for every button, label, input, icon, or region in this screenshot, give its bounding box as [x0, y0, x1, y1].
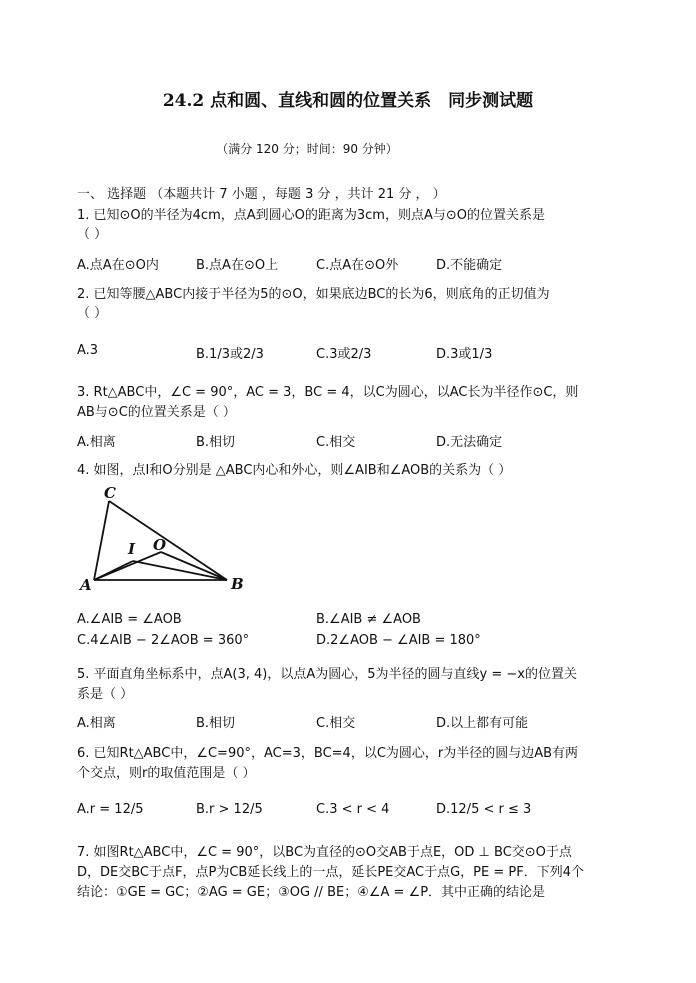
question-4-option-a[interactable]: A.∠AIB = ∠AOB — [77, 612, 182, 627]
triangle-edge-ca — [94, 501, 109, 580]
question-3-option-d[interactable]: D.无法确定 — [436, 435, 503, 450]
question-7-line-3: 结论：①GE = GC；②AG = GE；③OG // BE；④∠A = ∠P．其中正确的结论是 — [77, 885, 546, 900]
incenter-i-label: I — [128, 540, 136, 558]
question-1-option-a[interactable]: A.点A在⊙O内 — [77, 258, 159, 273]
question-6-option-a[interactable]: A.r = 12/5 — [77, 802, 144, 817]
question-7-line-1: 7. 如图Rt△ABC中，∠C = 90°，以BC为直径的⊙O交AB于点E，OD ⊥ BC交⊙O于点 — [77, 845, 572, 860]
triangle-diagram — [76, 484, 246, 594]
question-2-option-a[interactable]: A.3 — [77, 343, 99, 358]
question-6-option-d[interactable]: D.12/5 < r ≤ 3 — [436, 802, 532, 817]
question-5-option-c[interactable]: C.相交 — [316, 716, 356, 731]
question-2-line-2: （ ） — [77, 306, 108, 321]
segment-ob — [161, 552, 227, 580]
question-2-option-d[interactable]: D.3或1/3 — [436, 347, 493, 362]
circumcenter-o-label: O — [153, 536, 167, 554]
page-title: 24.2 点和圆、直线和圆的位置关系 同步测试题 — [162, 91, 534, 111]
question-6-option-b[interactable]: B.r > 12/5 — [196, 802, 263, 817]
question-5-option-b[interactable]: B.相切 — [196, 716, 236, 731]
question-5-option-d[interactable]: D.以上都有可能 — [436, 716, 529, 731]
question-3-option-a[interactable]: A.相离 — [77, 435, 116, 450]
exam-info: （满分 120 分；时间：90 分钟） — [216, 142, 398, 156]
question-4-option-d[interactable]: D.2∠AOB − ∠AIB = 180° — [316, 633, 481, 648]
question-6-line-1: 6. 已知Rt△ABC中，∠C=90°，AC=3，BC=4，以C为圆心，r为半径的圆与边AB有两 — [77, 746, 579, 761]
question-5-line-2: 系是（ ） — [77, 687, 134, 702]
question-4-option-b[interactable]: B.∠AIB ≠ ∠AOB — [316, 612, 421, 627]
question-1-line-1: 1. 已知⊙O的半径为4cm，点A到圆心O的距离为3cm，则点A与⊙O的位置关系是 — [77, 208, 545, 223]
question-1-option-d[interactable]: D.不能确定 — [436, 258, 503, 273]
question-5-option-a[interactable]: A.相离 — [77, 716, 116, 731]
question-7-line-2: D，DE交BC于点F，点P为CB延长线上的一点，延长PE交AC于点G，PE = PF．下列4个 — [77, 865, 584, 880]
question-2-option-c[interactable]: C.3或2/3 — [316, 347, 372, 362]
question-5-line-1: 5. 平面直角坐标系中，点A(3, 4)，以点A为圆心，5为半径的圆与直线y = −x的位置关 — [77, 667, 577, 682]
vertex-a-label: A — [80, 576, 92, 594]
question-2-option-b[interactable]: B.1/3或2/3 — [196, 347, 264, 362]
question-3-option-c[interactable]: C.相交 — [316, 435, 356, 450]
question-2-line-1: 2. 已知等腰△ABC内接于半径为5的⊙O，如果底边BC的长为6，则底角的正切值为 — [77, 287, 550, 302]
question-1-option-b[interactable]: B.点A在⊙O上 — [196, 258, 279, 273]
question-4-line-1: 4. 如图，点I和O分别是 △ABC内心和外心，则∠AIB和∠AOB的关系为（ ） — [77, 463, 512, 478]
question-1-line-2: （ ） — [77, 227, 108, 242]
question-3-line-2: AB与⊙C的位置关系是（ ） — [77, 405, 236, 420]
question-3-line-1: 3. Rt△ABC中，∠C = 90°，AC = 3，BC = 4，以C为圆心，以AC长为半径作⊙C，则 — [77, 385, 579, 400]
question-1-option-c[interactable]: C.点A在⊙O外 — [316, 258, 399, 273]
question-6-line-2: 个交点，则r的取值范围是（ ） — [77, 766, 256, 781]
vertex-b-label: B — [231, 575, 244, 593]
section-heading: 一、 选择题 （本题共计 7 小题 ，每题 3 分 ，共计 21 分 ， ） — [77, 187, 446, 202]
question-4-option-c[interactable]: C.4∠AIB − 2∠AOB = 360° — [77, 633, 250, 648]
question-6-option-c[interactable]: C.3 < r < 4 — [316, 802, 390, 817]
vertex-c-label: C — [104, 484, 116, 502]
question-3-option-b[interactable]: B.相切 — [196, 435, 236, 450]
